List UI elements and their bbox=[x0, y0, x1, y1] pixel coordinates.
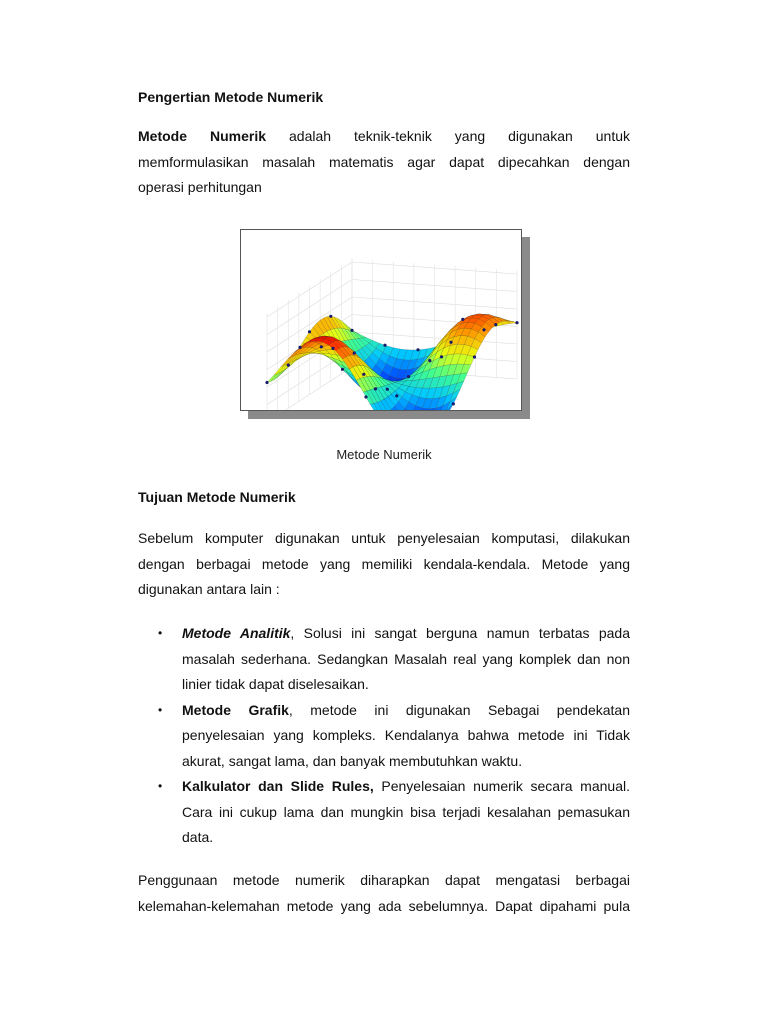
list-line bbox=[182, 698, 630, 724]
list-line: data. bbox=[182, 829, 214, 845]
paragraph-line: operasi perhitungan bbox=[138, 179, 262, 195]
paragraph-line: kelemahan-kelemahan metode yang ada sebelumnya. Dapat dipahami pula bbox=[138, 897, 630, 914]
paragraph-line: dengan berbagai metode yang memiliki kendala-kendala. Metode yang bbox=[138, 555, 630, 572]
section-title-pengertian: Pengertian Metode Numerik bbox=[138, 89, 324, 105]
surface-plot-image bbox=[241, 230, 521, 410]
figure-frame bbox=[240, 229, 522, 411]
list-line bbox=[182, 621, 630, 647]
figure bbox=[240, 229, 530, 419]
bullet-icon: • bbox=[158, 779, 163, 793]
paragraph-line: memformulasikan masalah matematis agar dapat dipecahkan dengan bbox=[138, 153, 630, 170]
section-title-tujuan: Tujuan Metode Numerik bbox=[138, 489, 296, 505]
list-line: masalah sederhana. Sedangkan Masalah real yang komplek dan non bbox=[182, 650, 630, 667]
bullet-list bbox=[138, 621, 630, 851]
list-item bbox=[138, 774, 630, 851]
paragraph-line: digunakan antara lain : bbox=[138, 581, 280, 597]
text-span: Penyelesaian numerik secara manual. bbox=[373, 778, 630, 794]
bold-term: Metode Analitik bbox=[182, 625, 291, 641]
figure-caption: Metode Numerik bbox=[336, 447, 432, 462]
list-line bbox=[182, 774, 630, 800]
text-span: adalah teknik-teknik yang digunakan untuk bbox=[289, 128, 630, 144]
bullet-icon: • bbox=[158, 702, 163, 717]
paragraph-line bbox=[138, 124, 630, 150]
bold-term: Numerik bbox=[209, 128, 267, 144]
list-line: akurat, sangat lama, dan banyak membutuhkan waktu. bbox=[182, 752, 523, 769]
list-line: Cara ini cukup lama dan mungkin bisa terjadi kesalahan pemasukan bbox=[182, 803, 630, 820]
list-line: linier tidak dapat diselesaikan. bbox=[182, 676, 369, 692]
bold-term: Metode Grafik bbox=[182, 701, 289, 718]
bullet-icon: • bbox=[158, 626, 163, 640]
text-span: , Solusi ini sangat berguna namun terbatas pada bbox=[290, 625, 630, 641]
text-span: , metode ini digunakan Sebagai pendekatan bbox=[288, 701, 630, 718]
paragraph-closing bbox=[138, 868, 630, 919]
list-item bbox=[138, 621, 630, 698]
paragraph-intro bbox=[138, 526, 630, 603]
paragraph-definition bbox=[138, 124, 630, 201]
paragraph-line: Penggunaan metode numerik diharapkan dapat mengatasi berbagai bbox=[138, 872, 630, 888]
surface-mesh bbox=[267, 314, 517, 410]
list-item bbox=[138, 698, 630, 775]
list-line: penyelesaian yang kompleks. Kendalanya bahwa metode ini Tidak bbox=[182, 727, 630, 743]
bold-term: Metode bbox=[138, 128, 187, 144]
bold-term: Kalkulator dan Slide Rules, bbox=[182, 778, 374, 794]
paragraph-line: Sebelum komputer digunakan untuk penyelesaian komputasi, dilakukan bbox=[138, 530, 630, 546]
